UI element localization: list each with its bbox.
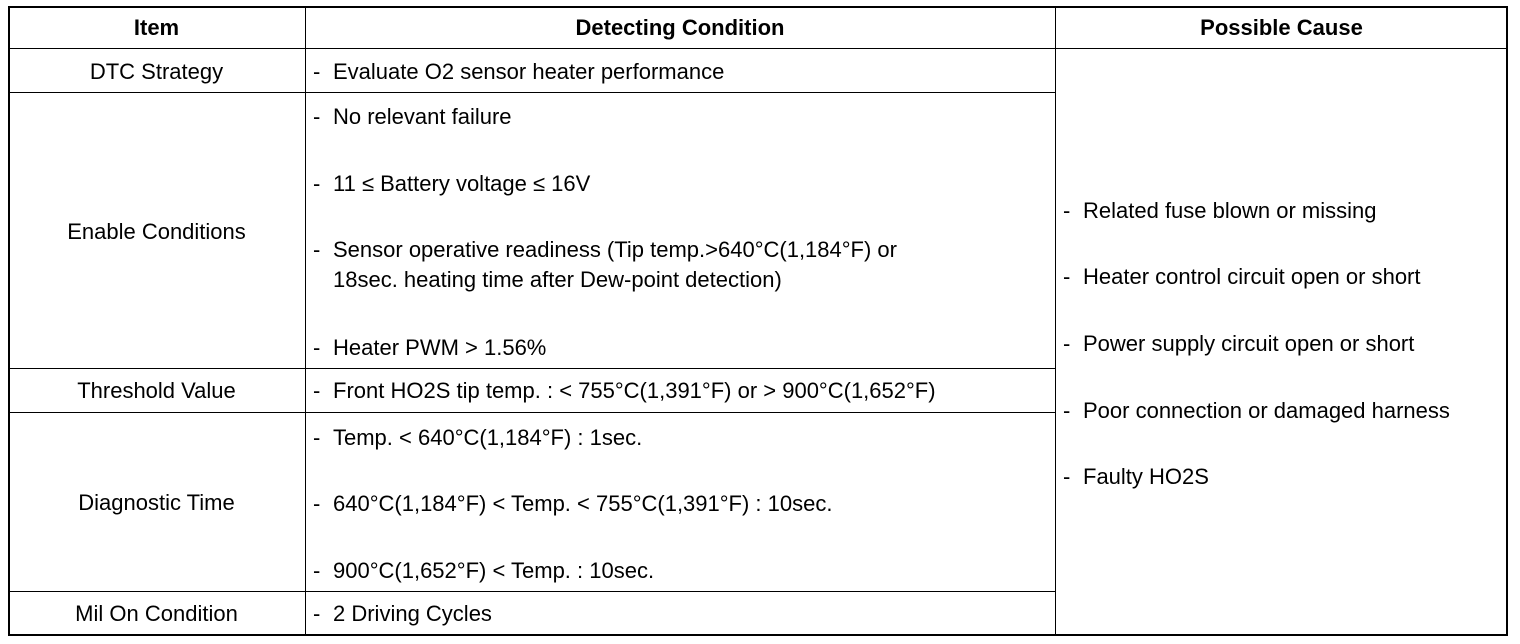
header-divider bbox=[8, 48, 1508, 49]
row-divider bbox=[8, 92, 1056, 93]
spec-table bbox=[8, 6, 1508, 636]
condition-line: - 2 Driving Cycles bbox=[313, 601, 492, 626]
condition-line: - Front HO2S tip temp. : < 755°C(1,391°F) or > 900°C(1,652°F) bbox=[313, 378, 936, 403]
item-diagnostic-time: Diagnostic Time bbox=[78, 490, 235, 515]
condition-line: - Heater PWM > 1.56% bbox=[313, 335, 547, 360]
condition-line: - 11 ≤ Battery voltage ≤ 16V bbox=[313, 171, 591, 196]
possible-cause-item: - Related fuse blown or missing bbox=[1063, 198, 1377, 223]
condition-line: - 900°C(1,652°F) < Temp. : 10sec. bbox=[313, 558, 655, 583]
possible-cause-item: - Power supply circuit open or short bbox=[1063, 331, 1415, 356]
column-divider bbox=[1055, 6, 1056, 636]
condition-line: - Sensor operative readiness (Tip temp.>640°C(1,184°F) or bbox=[313, 237, 897, 262]
item-mil-on-condition: Mil On Condition bbox=[75, 601, 238, 626]
header-detecting-condition: Detecting Condition bbox=[575, 15, 785, 40]
possible-cause-item: - Poor connection or damaged harness bbox=[1063, 398, 1450, 423]
row-divider bbox=[8, 412, 1056, 413]
condition-line: - Evaluate O2 sensor heater performance bbox=[313, 59, 725, 84]
table-border bbox=[8, 6, 1508, 636]
column-divider bbox=[305, 6, 306, 636]
condition-line: - 640°C(1,184°F) < Temp. < 755°C(1,391°F) : 10sec. bbox=[313, 491, 833, 516]
possible-cause-item: - Faulty HO2S bbox=[1063, 464, 1209, 489]
item-threshold-value: Threshold Value bbox=[77, 378, 236, 403]
item-dtc-strategy: DTC Strategy bbox=[89, 59, 224, 84]
row-divider bbox=[8, 368, 1056, 369]
header-possible-cause: Possible Cause bbox=[1200, 15, 1363, 40]
condition-line: - No relevant failure bbox=[313, 104, 512, 129]
possible-cause-item: - Heater control circuit open or short bbox=[1063, 264, 1421, 289]
item-enable-conditions: Enable Conditions bbox=[67, 219, 246, 244]
row-divider bbox=[8, 591, 1056, 592]
condition-line-continued: 18sec. heating time after Dew-point detection) bbox=[333, 267, 782, 292]
header-item: Item bbox=[133, 15, 180, 40]
condition-line: - Temp. < 640°C(1,184°F) : 1sec. bbox=[313, 425, 643, 450]
